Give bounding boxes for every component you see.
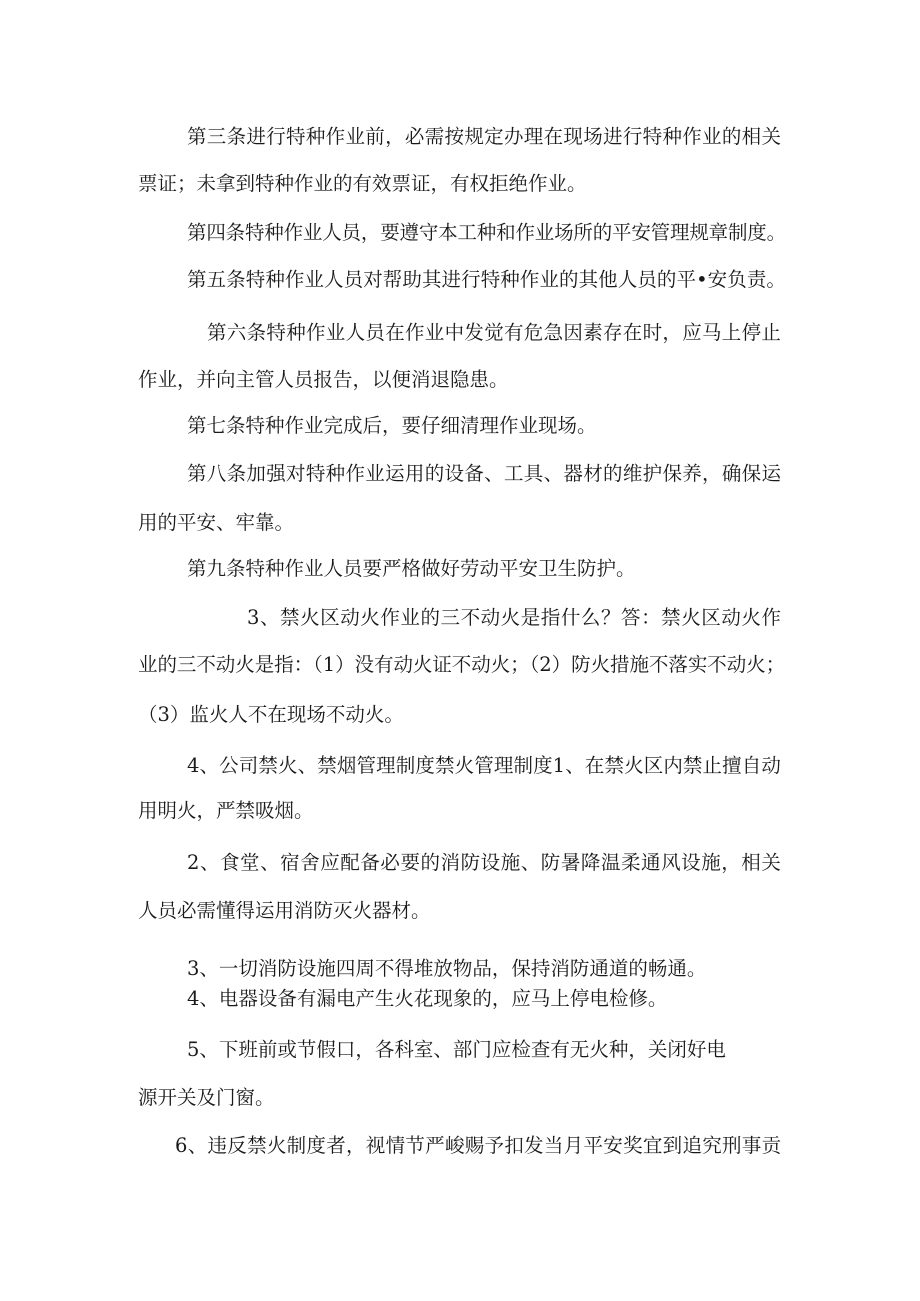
text-line: 第五条特种作业人员对帮助其进行特种作业的其他人员的平•安负责。	[187, 268, 786, 291]
text-line: 4、电器设备有漏电产生火花现象的，应马上停电检修。	[187, 987, 668, 1010]
text-line: 第八条加强对特种作业运用的设备、工具、器材的维护保养，确保运	[187, 462, 782, 485]
text-line: 第九条特种作业人员要严格做好劳动平安卫生防护。	[187, 557, 636, 580]
text-line: 3、禁火区动火作业的三不动火是指什么？答：禁火区动火作	[247, 606, 782, 629]
text-line: 5、下班前或节假口，各科室、部门应检查有无火种，关闭好电	[187, 1038, 726, 1061]
text-line: 2、食堂、宿舍应配备必要的消防设施、防暑降温柔通风设施，相关	[187, 851, 782, 874]
text-line: 第四条特种作业人员，要遵守本工种和作业场所的平安管理规章制度。	[187, 221, 786, 244]
text-line: 票证；未拿到特种作业的有效票证，有权拒绝作业。	[138, 172, 587, 195]
text-line: 4、公司禁火、禁烟管理制度禁火管理制度1、在禁火区内禁止擅自动	[187, 754, 782, 777]
text-line: 用的平安、牢靠。	[138, 511, 295, 534]
text-line: （3）监火人不在现场不动火。	[138, 703, 404, 726]
text-line: 作业，并向主管人员报告，以便消退隐患。	[138, 368, 509, 391]
text-line: 第七条特种作业完成后，要仔细清理作业现场。	[187, 414, 597, 437]
text-line: 业的三不动火是指：（1）没有动火证不动火；（2）防火措施不落实不动火；	[138, 653, 786, 676]
text-line: 用明火，严禁吸烟。	[138, 799, 314, 822]
text-line: 第三条进行特种作业前，必需按规定办理在现场进行特种作业的相关	[187, 125, 782, 148]
text-line: 人员必需懂得运用消防灭火器材。	[138, 899, 431, 922]
text-line: 源开关及门窗。	[138, 1086, 275, 1109]
text-line: 3、一切消防设施四周不得堆放物品，保持消防通道的畅通。	[187, 957, 707, 980]
text-line: 6、违反禁火制度者，视情节严峻赐予扣发当月平安奖宜到追究刑事贡	[175, 1134, 782, 1157]
text-line: 第六条特种作业人员在作业中发觉有危急因素存在时，应马上停止	[207, 321, 782, 344]
